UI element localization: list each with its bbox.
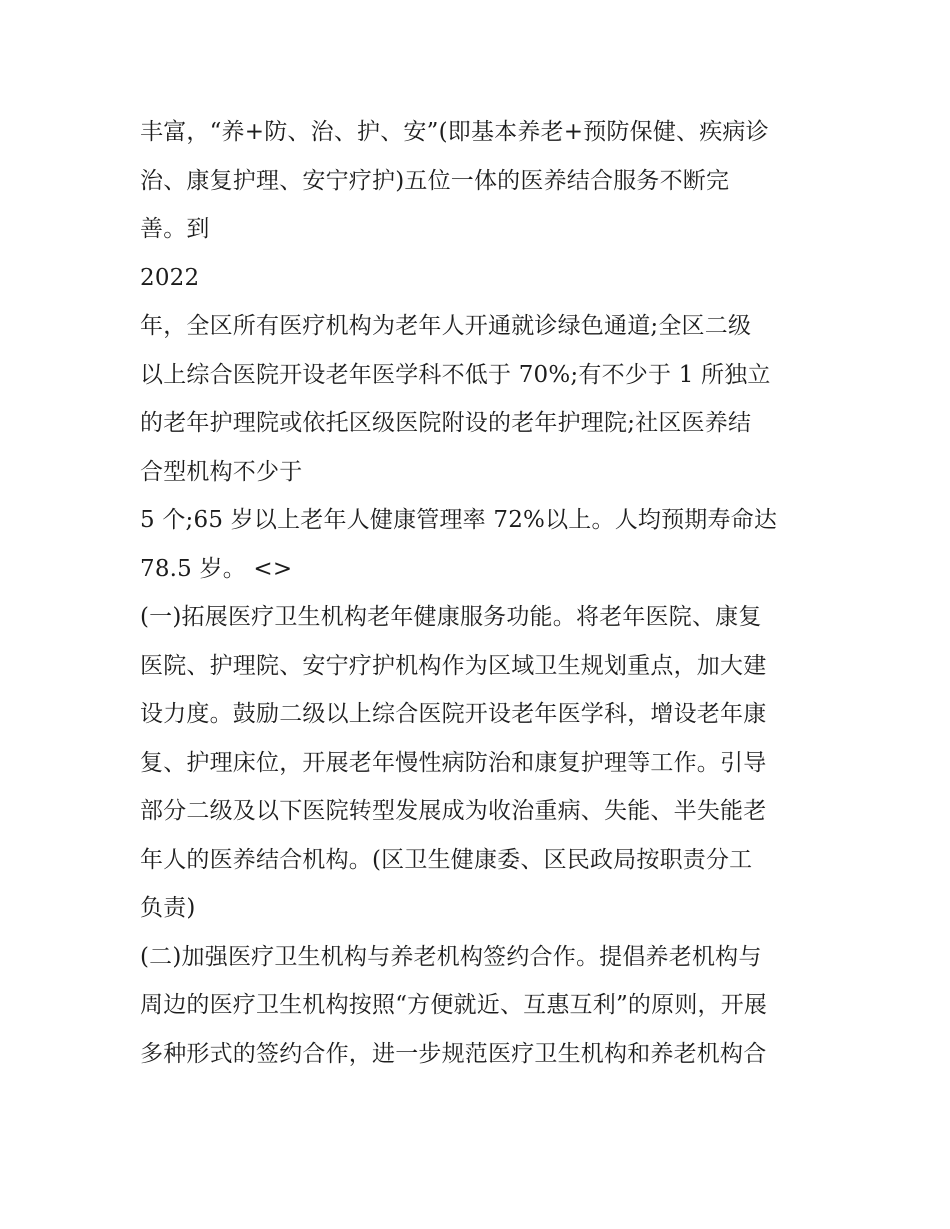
text-line: 78.5 岁。 <> (140, 555, 293, 582)
text-line: 丰富，“养+防、治、护、安”(即基本养老+预防保健、疾病诊 (140, 119, 769, 145)
text-line: 复、护理床位，开展老年慢性病防治和康复护理等工作。引导 (140, 749, 767, 776)
text-line: 医院、护理院、安宁疗护机构作为区域卫生规划重点，加大建 (140, 652, 767, 679)
text-line: 多种形式的签约合作，进一步规范医疗卫生机构和养老机构合 (140, 1040, 767, 1067)
text-line: 设力度。鼓励二级以上综合医院开设老年医学科，增设老年康 (140, 701, 767, 727)
text-line: 以上综合医院开设老年医学科不低于 70%;有不少于 1 所独立 (140, 361, 771, 388)
text-line: 周边的医疗卫生机构按照“方便就近、互惠互利”的原则，开展 (140, 992, 768, 1018)
text-line: 2022 (140, 264, 200, 291)
text-line: 负责) (140, 895, 196, 921)
text-line: 善。到 (140, 216, 210, 242)
text-line: (二)加强医疗卫生机构与养老机构签约合作。提倡养老机构与 (140, 943, 762, 970)
text-line: 年人的医养结合机构。(区卫生健康委、区民政局按职责分工 (140, 846, 753, 873)
body-text (140, 108, 820, 1078)
text-line: 5 个;65 岁以上老年人健康管理率 72%以上。人均预期寿命达 (140, 507, 778, 533)
text-line: 合型机构不少于 (140, 458, 303, 485)
text-line: (一)拓展医疗卫生机构老年健康服务功能。将老年医院、康复 (140, 604, 762, 630)
text-line: 部分二级及以下医院转型发展成为收治重病、失能、半失能老 (140, 798, 767, 824)
text-line: 的老年护理院或依托区级医院附设的老年护理院;社区医养结 (140, 410, 752, 436)
text-line: 年，全区所有医疗机构为老年人开通就诊绿色通道;全区二级 (140, 313, 752, 339)
text-line: 治、康复护理、安宁疗护)五位一体的医养结合服务不断完 (140, 167, 730, 194)
